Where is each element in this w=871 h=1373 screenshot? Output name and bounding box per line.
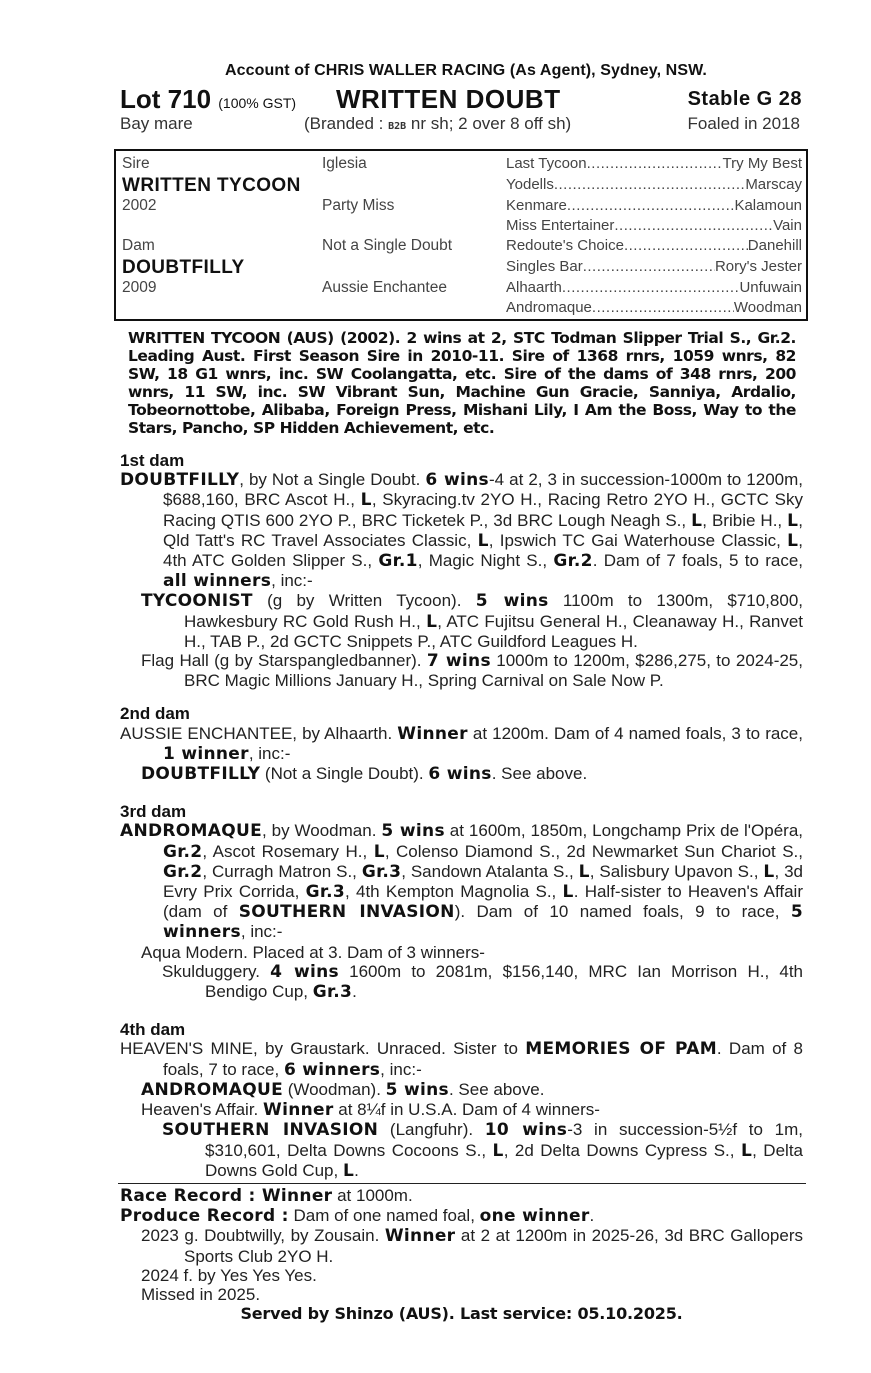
ancestor-sire: Try My Best [722,155,802,172]
winners-count: 5 winners [163,902,803,943]
text: , Salisbury Upavon S., [589,861,764,881]
first-dam-paragraph [120,470,803,591]
ancestor-name: Last Tycoon [506,155,587,172]
race-grade: Gr.2 [553,551,593,572]
text: , Curragh Matron S., [202,861,362,881]
leader-dots [614,217,773,234]
leader-dots [624,237,748,254]
produce-entry [120,1226,803,1265]
race-grade: L [691,510,703,531]
ancestor-name: Singles Bar [506,258,583,275]
ancestor-name: Andromaque [506,299,592,316]
text: . See above. [448,1079,545,1099]
dam-dam: Aussie Enchantee [322,279,447,296]
text: , 4th ATC Golden Slipper S., [163,530,803,571]
text: . See above. [491,764,588,784]
text: at 1000m. [332,1186,413,1205]
race-grade: L [787,530,799,551]
dam-name: DOUBTFILLY [120,470,240,491]
brand-mark: B2B [388,121,407,132]
leader-dots [583,258,715,275]
text: . [589,1206,595,1226]
race-grade: L [787,510,799,531]
horse-sex: Bay mare [120,114,193,133]
ancestor-row [506,217,802,234]
race-grade: L [426,611,438,632]
text: at 8¼f in U.S.A. Dam of 4 winners- [333,1100,600,1120]
ancestor-name: Alhaarth [506,279,562,296]
sire-name: WRITTEN TYCOON [122,175,301,196]
text: 1600m to 2081m, $156,140, MRC Ian Morrison H., 4th Bendigo Cup, [205,961,803,1002]
progeny-entry: Aqua Modern. Placed at 3. Dam of 3 winners- [141,942,485,962]
horse-details [120,114,804,138]
progeny-entry [120,764,803,784]
text: , inc:- [240,922,283,942]
dam-label: Dam [122,237,155,254]
ancestor-sire: Marscay [745,176,802,193]
brand-description [304,114,571,134]
gst-note: (100% GST) [218,95,297,111]
records-divider [118,1183,806,1184]
wins: 10 wins [484,1120,568,1141]
text: , Colenso Diamond S., 2d Newmarket Sun Chariot S., [384,841,804,861]
race-grade: L [477,530,489,551]
text: . Dam of 7 foals, 5 to race, [592,551,803,571]
text: . Half-sister to Heaven's Affair (dam of [163,882,803,922]
wins: 4 wins [270,961,339,982]
produce-record-label: Produce Record : [120,1206,289,1227]
progeny-name: TYCOONIST [141,591,253,612]
wins: 6 wins [425,470,489,491]
text: . [354,1160,359,1180]
race-grade: Gr.3 [361,861,402,882]
second-dam-paragraph [120,724,803,764]
progeny-name: DOUBTFILLY [141,764,261,785]
race-grade: L [492,1140,504,1161]
fourth-dam-paragraph [120,1039,803,1079]
text: , inc:- [380,1059,422,1079]
ancestor-row [506,279,802,296]
race-grade: L [360,490,372,511]
ancestor-row [506,258,802,275]
text: Flag Hall (g by Starspangledbanner). [141,651,427,671]
lot-number [120,84,296,115]
ancestor-row [506,176,802,193]
text: , Ipswich TC Gai Waterhouse Classic, [488,530,788,550]
race-record-label: Race Record : Winner [120,1186,333,1206]
leader-dots [567,197,735,214]
text: , 3d Evry Prix Corrida, [163,861,804,902]
second-dam-heading: 2nd dam [120,704,190,724]
text: , 2d Delta Downs Cypress S., [503,1140,741,1160]
text: , ATC Fujitsu General H., Cleanaway H., Ranvet H., TAB P., 2d GCTC Snippets P., ATC Guildford Leagues H. [184,611,803,651]
ancestor-sire: Kalamoun [734,197,802,214]
text: . Dam of 8 foals, 7 to race, [163,1039,803,1079]
race-record [120,1186,803,1206]
text: Skulduggery. [162,961,271,981]
race-grade: Gr.2 [163,861,203,882]
text: -3 in succession-5½f to 1m, $310,601, Delta Downs Cocoons S., [205,1120,804,1160]
ancestor-sire: Woodman [733,299,802,316]
race-grade: L [740,1140,753,1161]
progeny-entry [120,1080,803,1100]
text: , inc:- [248,743,291,763]
wins: 6 wins [428,764,492,785]
race-grade: L [578,861,590,882]
first-dam-heading: 1st dam [120,451,185,470]
ancestor-sire: Unfuwain [739,279,802,296]
progeny-entry [120,1120,803,1181]
dam-name: DOUBTFILLY [122,257,245,278]
text: (Langfuhr). [378,1120,485,1140]
ancestor-name: Kenmare [506,197,567,214]
text: , Ascot Rosemary H., [202,841,374,861]
text: -4 at 2, 3 in succession-1000m to 1200m, $688,160, BRC Ascot H., [163,470,803,510]
winners-count: one winner [479,1206,590,1227]
text: 2023 g. Doubtwilly, by Zousain. [141,1226,385,1246]
dam-year: 2009 [122,279,157,296]
text: Dam of one named foal, [288,1206,480,1226]
progeny-entry [120,591,803,651]
text: (g by Written Tycoon). [252,591,476,611]
relative-name: SOUTHERN INVASION [238,902,455,923]
sire-label: Sire [122,155,150,172]
winners-count: all winners [163,571,272,592]
wins: 5 wins [385,1079,449,1100]
sire-year: 2002 [122,197,157,214]
produce-record [120,1206,803,1226]
winners-count: 6 winners [283,1059,381,1080]
text: , inc:- [271,571,313,591]
leader-dots [562,279,740,296]
text: , Qld Tatt's RC Travel Associates Classic, [163,510,803,550]
ancestor-row [506,155,802,172]
text: (Woodman). [282,1079,386,1099]
race-grade: L [562,882,574,903]
progeny-name: SOUTHERN INVASION [162,1120,379,1141]
text: , Skyracing.tv 2YO H., Racing Retro 2YO H., GCTC Sky Racing QTIS 600 2YO P., BRC Ticketek P., 3d BRC Lough Neagh S., [163,490,803,530]
ancestor-sire: Vain [773,217,802,234]
vendor-account: Account of CHRIS WALLER RACING (As Agent), Sydney, NSW. [225,62,707,79]
produce-entry: 2024 f. by Yes Yes Yes. [141,1265,317,1285]
text: at 1600m, 1850m, Longchamp Prix de l'Opéra, [444,821,803,841]
text: , Magic Night S., [417,551,554,571]
race-grade: Gr.3 [305,882,345,903]
ancestor-row [506,237,802,254]
ancestor-row [506,197,802,214]
lot-header [120,62,804,138]
stable-number: Stable G 28 [687,88,802,110]
text: 1000m to 1200m, $286,275, to 2024-25, BRC Magic Millions January H., Spring Carnival on Sale Now P. [184,651,803,691]
pedigree-table [114,149,808,321]
text: , by Not a Single Doubt. [239,470,426,490]
progeny-name: ANDROMAQUE [141,1079,283,1100]
third-dam-paragraph [120,821,803,942]
text: HEAVEN'S MINE, by Graustark. Unraced. Sister to [120,1039,526,1059]
dam-sire: Not a Single Doubt [322,237,453,254]
text: at 1200m. Dam of 4 named foals, 3 to race, [467,723,803,743]
wins: 5 wins [475,591,549,612]
ancestor-row [506,299,802,316]
text: Heaven's Affair. [141,1100,264,1120]
fourth-dam-heading: 4th dam [120,1020,186,1040]
text: , 4th Kempton Magnolia S., [344,882,563,902]
ancestor-name: Miss Entertainer [506,217,615,234]
text: . [352,982,357,1002]
leader-dots [554,176,745,193]
text: , Bribie H., [702,510,788,530]
text: , Sandown Atalanta S., [401,861,579,881]
wins: Winner [384,1226,456,1247]
brand-open: (Branded : [304,114,389,133]
lot-label: Lot 710 [120,84,212,114]
text: , by Woodman. [261,821,382,841]
race-grade: L [763,861,775,882]
leader-dots [587,155,723,172]
text: at 2 at 1200m in 2025-26, 3d BRC Gallopers Sports Club 2YO H. [184,1226,803,1266]
text: ). Dam of 10 named foals, 9 to race, [454,902,791,922]
produce-entry: Missed in 2025. [141,1285,261,1305]
race-grade: Gr.1 [378,551,418,572]
catalogue-body [120,451,803,1181]
race-grade: Gr.3 [312,982,353,1003]
lot-title-line [120,84,804,114]
ancestor-sire: Rory's Jester [714,258,802,275]
race-grade: Gr.2 [163,841,203,862]
wins: 7 wins [426,651,491,672]
winners-count: 1 winner [163,743,249,764]
text: , Delta Downs Gold Cup, [205,1140,803,1180]
text: (Not a Single Doubt). [260,764,429,784]
sire-sire: Iglesia [322,155,367,172]
progeny-entry [120,651,803,690]
sire-summary: WRITTEN TYCOON (AUS) (2002). 2 wins at 2, STC Todman Slipper Trial S., Gr.2. Leading Aust. First Season Sire in 2010-11. Sire of 1368 rnrs, 1059 wnrs, 82 SW, 18 G1 wnrs, inc. SW Coolangatta, etc. Sire of the dams of 348 rnrs, 200 wnrs, 11 SW, inc. SW Vibrant Sun, Machine Gun Gracie, Sanniya, Ardalio, Tobeornottobe, Alibaba, Foreign Press, Mishani Lily, I Am the Boss, Way to the Stars, Pancho, SP Hidden Achievement, etc. [128,329,796,437]
leader-dots [592,299,734,316]
wins: 5 wins [381,821,445,842]
sire-dam: Party Miss [322,197,395,214]
third-dam-heading: 3rd dam [120,802,187,822]
relative-name: MEMORIES OF PAM [525,1039,717,1060]
text: 1100m to 1300m, $710,800, Hawkesbury RC Gold Rush H., [184,591,803,631]
brand-rest: nr sh; 2 over 8 off sh) [406,114,572,133]
records-section [120,1186,803,1323]
wins: Winner [397,723,468,744]
ancestor-sire: Danehill [747,237,802,254]
text: AUSSIE ENCHANTEE, by Alhaarth. [120,723,398,743]
served-by: Served by Shinzo (AUS). Last service: 05.10.2025. [240,1304,683,1324]
race-grade: L [342,1160,355,1181]
dam-name: ANDROMAQUE [120,821,262,842]
horse-name: WRITTEN DOUBT [336,84,561,114]
wins: Winner [263,1100,334,1121]
progeny-entry [120,1100,803,1120]
ancestor-name: Yodells [506,176,554,193]
progeny-entry [120,962,803,1002]
race-grade: L [373,841,385,862]
foaled-year: Foaled in 2018 [687,114,800,133]
ancestor-name: Redoute's Choice [506,237,624,254]
